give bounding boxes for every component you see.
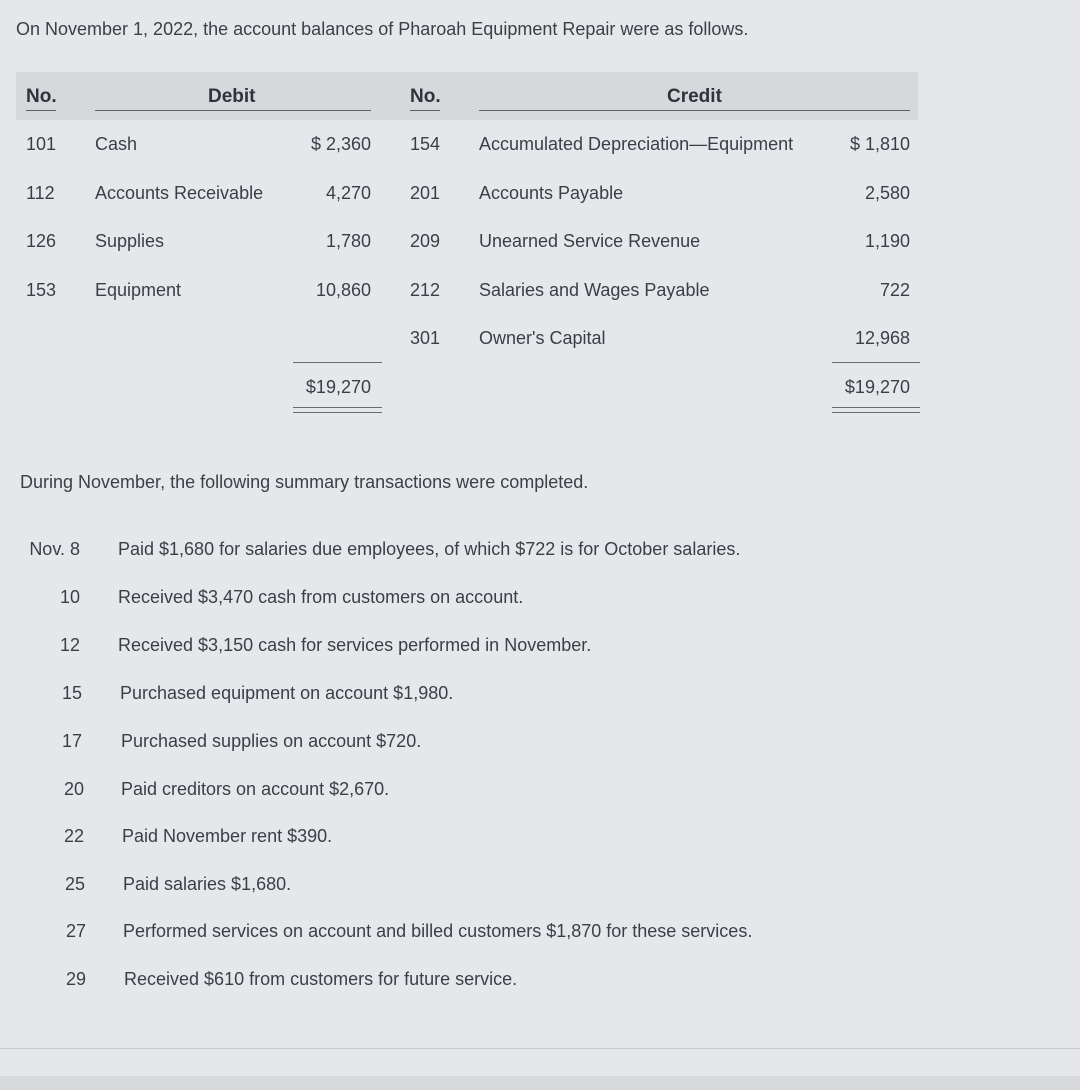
transaction-date: 27 [65,921,86,941]
credit-account-no: 154 [410,134,441,154]
debit-account-no: 126 [26,231,57,251]
credit-account-no: 212 [410,280,441,300]
credit-amount: 722 [879,280,910,300]
credit-amount: 2,580 [864,183,910,203]
credit-total-double-rule [832,407,920,413]
debit-header: Debit [208,86,256,107]
page-bottom-band [0,1076,1080,1090]
transaction-text: Received $3,470 cash from customers on account. [118,587,524,607]
transaction-date: 20 [63,779,84,799]
credit-account-name: Unearned Service Revenue [479,231,701,251]
table-header-band [16,72,918,120]
credit-header: Credit [667,86,722,107]
debit-amount: 4,270 [325,183,371,203]
debit-amount: $ 2,360 [310,134,371,154]
credit-subtotal-rule [832,362,920,363]
debit-account-name: Supplies [95,231,165,251]
transaction-text: Performed services on account and billed customers $1,870 for these services. [123,921,753,941]
transaction-text: Paid November rent $390. [122,826,333,846]
transaction-date: 29 [65,969,86,989]
credit-account-name: Salaries and Wages Payable [479,280,710,300]
transaction-text: Purchased equipment on account $1,980. [120,683,454,703]
credit-account-name: Owner's Capital [479,328,606,348]
transaction-date: 15 [61,683,82,703]
transaction-text: Purchased supplies on account $720. [121,731,422,751]
credit-account-no: 301 [410,328,441,348]
debit-account-no: 101 [26,134,57,154]
debit-total: $19,270 [305,377,371,397]
credit-no-header-rule [410,110,440,111]
transaction-date: 12 [59,635,80,655]
transaction-date: 10 [59,587,80,607]
transaction-date: 17 [61,731,82,751]
credit-no-header: No. [410,86,441,107]
debit-account-name: Cash [95,134,138,154]
transaction-date: Nov. 8 [29,539,80,559]
debit-amount: 1,780 [325,231,371,251]
debit-account-name: Accounts Receivable [95,183,264,203]
summary-intro-text: During November, the following summary transactions were completed. [20,472,589,492]
debit-account-no: 153 [26,280,57,300]
intro-text: On November 1, 2022, the account balances of Pharoah Equipment Repair were as follows. [16,19,749,39]
credit-total: $19,270 [844,377,910,397]
transaction-text: Received $610 from customers for future service. [124,969,518,989]
transaction-date: 25 [64,874,85,894]
page-bottom-divider [0,1048,1080,1049]
debit-account-no: 112 [26,183,55,203]
credit-account-no: 209 [410,231,441,251]
transaction-text: Paid creditors on account $2,670. [121,779,390,799]
credit-account-no: 201 [410,183,441,203]
credit-account-name: Accumulated Depreciation—Equipment [479,134,794,154]
debit-header-rule [95,110,371,111]
credit-header-rule [479,110,910,111]
debit-amount: 10,860 [315,280,371,300]
transaction-text: Received $3,150 cash for services performed in November. [118,635,592,655]
debit-subtotal-rule [293,362,382,363]
transaction-date: 22 [63,826,84,846]
debit-account-name: Equipment [95,280,182,300]
debit-no-header-rule [26,110,56,111]
transaction-text: Paid salaries $1,680. [123,874,292,894]
credit-amount: $ 1,810 [849,134,910,154]
credit-account-name: Accounts Payable [479,183,624,203]
transaction-text: Paid $1,680 for salaries due employees, of which $722 is for October salaries. [118,539,741,559]
credit-amount: 12,968 [854,328,910,348]
debit-total-double-rule [293,407,382,413]
debit-no-header: No. [26,86,57,107]
credit-amount: 1,190 [864,231,910,251]
